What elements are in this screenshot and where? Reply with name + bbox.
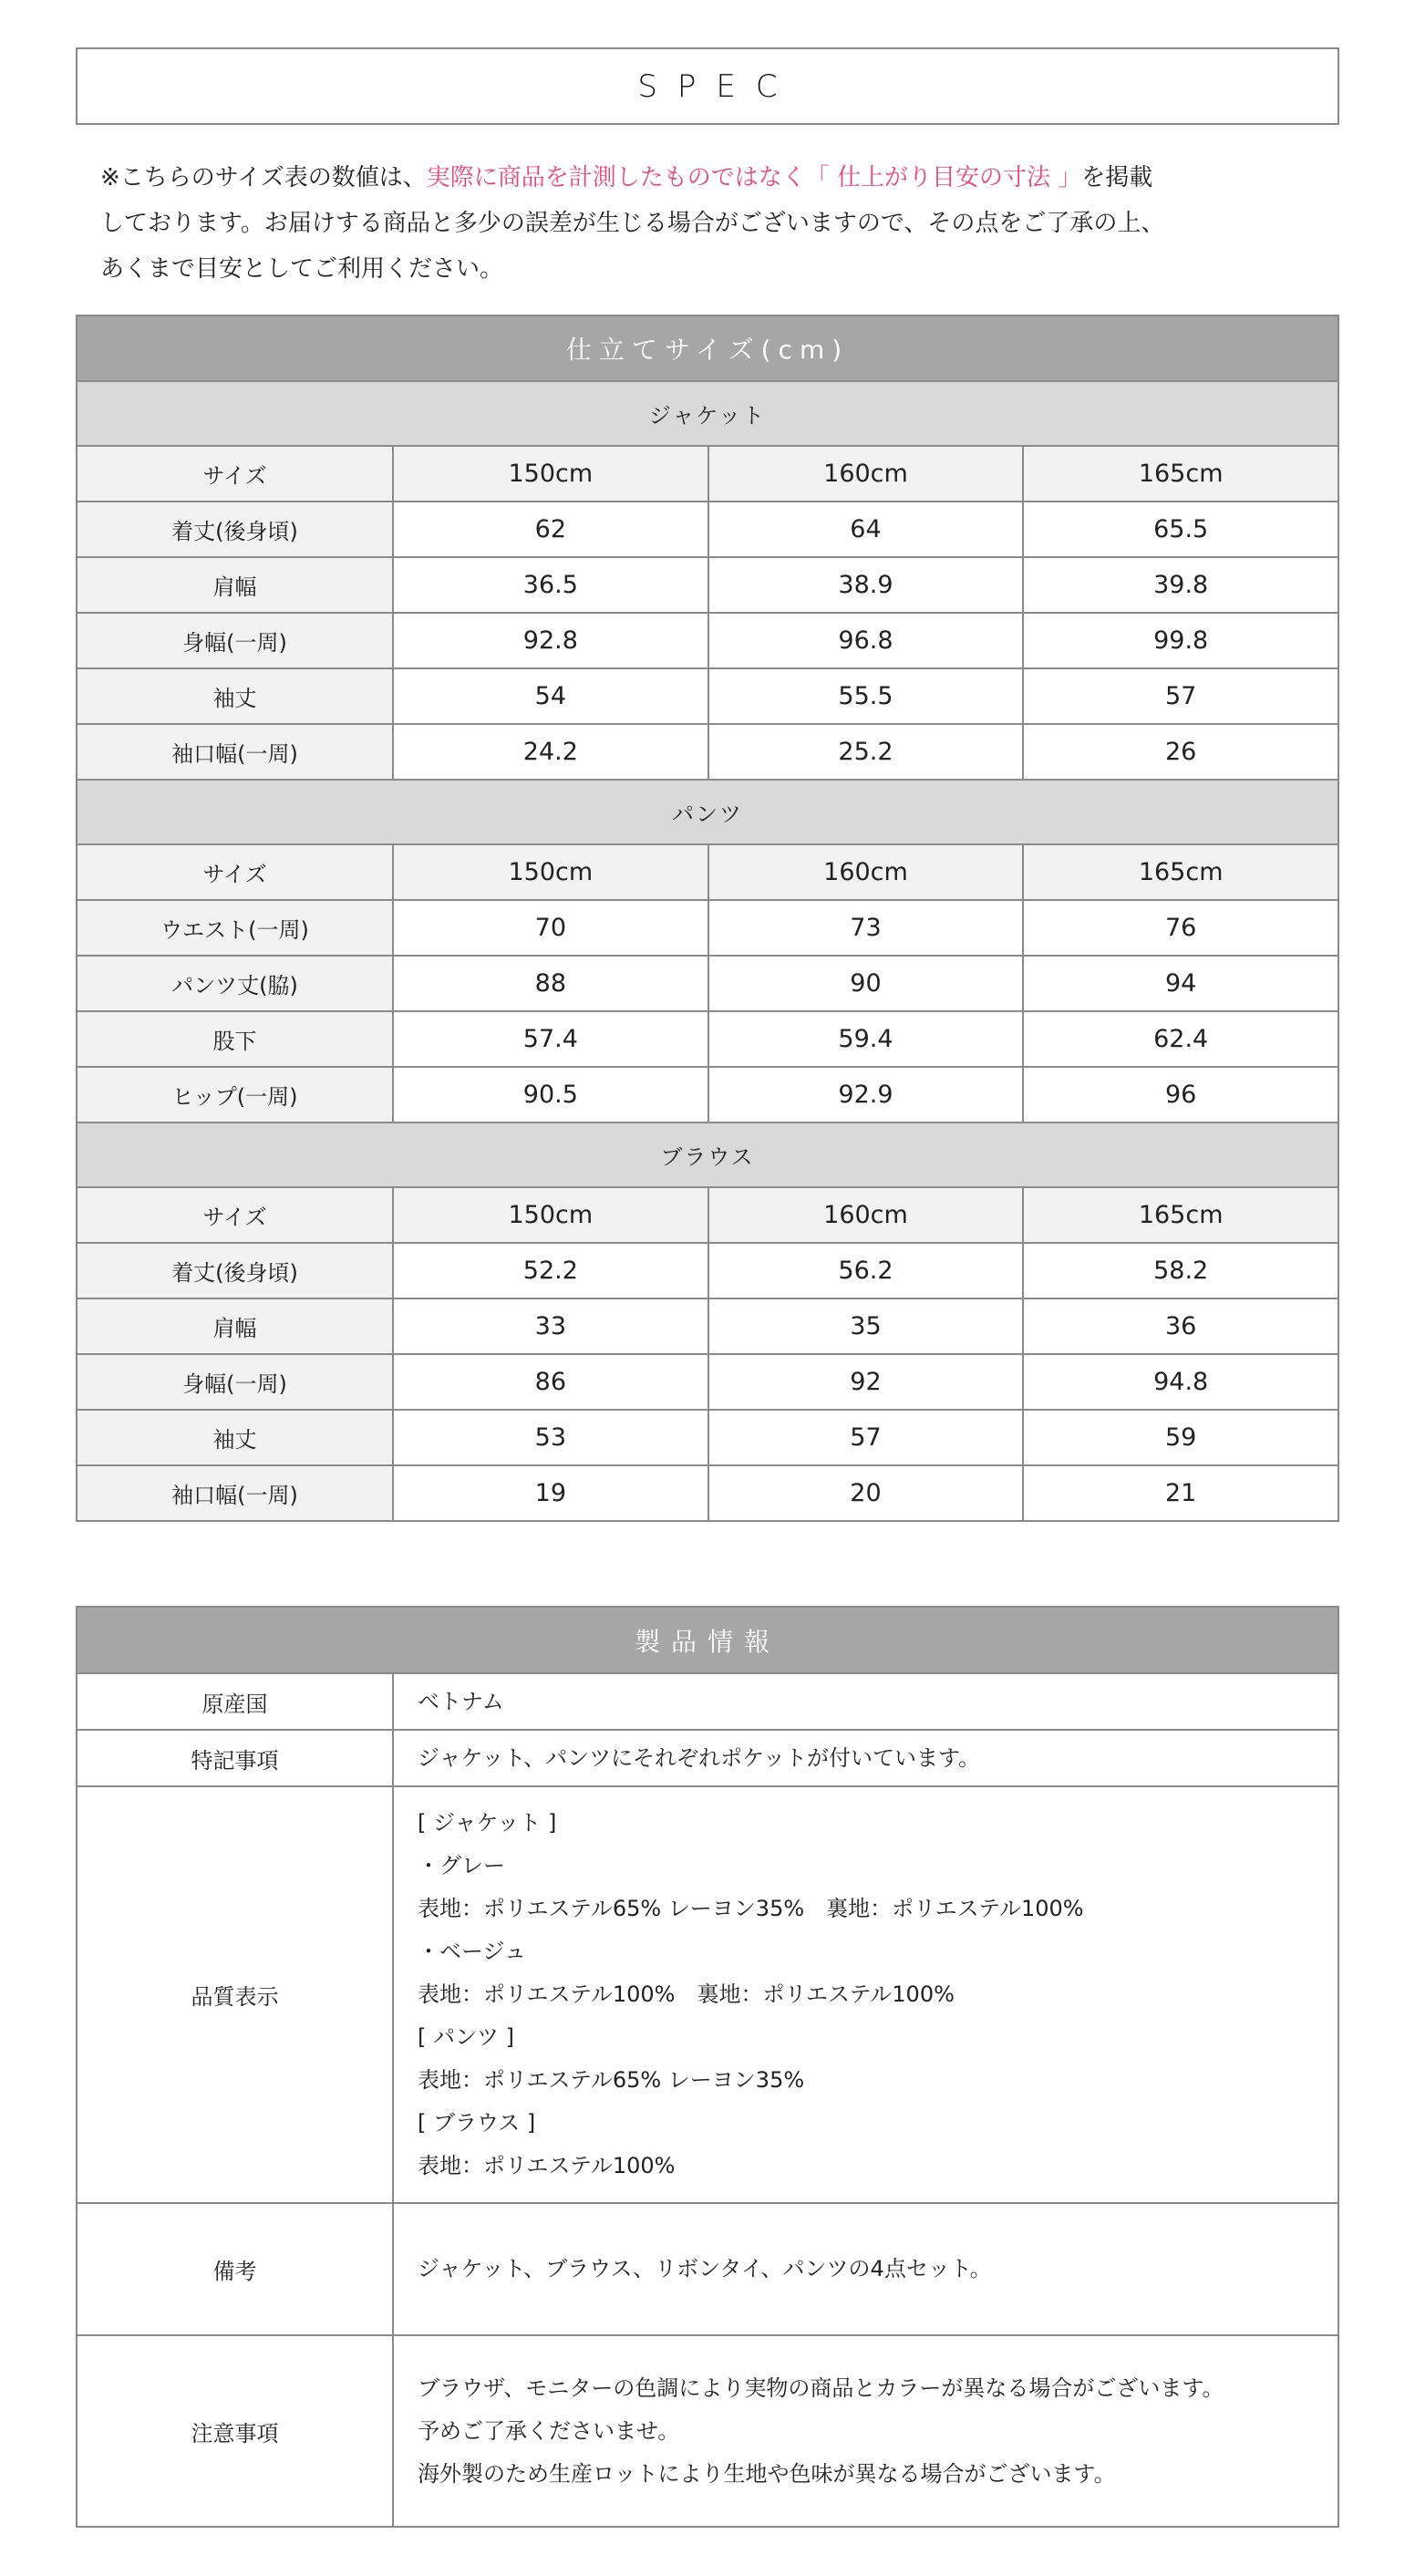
cell: 94 xyxy=(1023,956,1338,1011)
cell: 53 xyxy=(393,1410,708,1465)
value-line: ブラウザ、モニターの色調により実物の商品とカラーが異なる場合がございます。 xyxy=(418,2374,1224,2401)
product-info-table xyxy=(76,1606,1339,2528)
size-table-title: 仕立てサイズ(cm) xyxy=(77,316,1338,381)
header-cell: 160cm xyxy=(708,1187,1024,1243)
spec-title: SPEC xyxy=(637,67,798,105)
value-line: ベトナム xyxy=(418,1688,504,1714)
cell: 33 xyxy=(393,1298,708,1354)
cell: 57 xyxy=(1023,668,1338,724)
info-row-special-notes xyxy=(77,1730,1338,1786)
info-value xyxy=(393,1730,1338,1786)
info-label: 品質表示 xyxy=(77,1786,393,2203)
notice-highlight: 実際に商品を計測したものではなく「 仕上がり目安の寸法 」 xyxy=(426,164,1082,191)
cell: 76 xyxy=(1023,900,1338,956)
row-label: 着丈(後身頃) xyxy=(77,502,393,557)
header-cell: 165cm xyxy=(1023,844,1338,900)
value-line: ・グレー xyxy=(418,1853,505,1878)
cell: 96.8 xyxy=(708,613,1024,668)
header-cell: サイズ xyxy=(77,844,393,900)
row-label: 着丈(後身頃) xyxy=(77,1243,393,1298)
table-row xyxy=(77,956,1338,1011)
row-label: 袖口幅(一周) xyxy=(77,724,393,780)
row-label: 身幅(一周) xyxy=(77,1354,393,1410)
table-row xyxy=(77,1243,1338,1298)
value-line: [ ブラウス ] xyxy=(418,2110,536,2136)
info-label: 備考 xyxy=(77,2203,393,2335)
cell: 52.2 xyxy=(393,1243,708,1298)
cell: 20 xyxy=(708,1465,1024,1521)
value-line: 海外製のため生産ロットにより生地や色味が異なる場合がございます。 xyxy=(418,2460,1116,2487)
cell: 92.9 xyxy=(708,1067,1024,1122)
cell: 62 xyxy=(393,502,708,557)
table-header-row xyxy=(77,1187,1338,1243)
row-label: 袖丈 xyxy=(77,668,393,724)
value-line: 表地：ポリエステル65% レーヨン35% 裏地：ポリエステル100% xyxy=(418,1896,1084,1921)
cell: 54 xyxy=(393,668,708,724)
notice-line-2: しております。お届けする商品と多少の誤差が生じる場合がございますので、その点をご了承の上、 xyxy=(100,210,1165,237)
value-line: ジャケット、ブラウス、リボンタイ、パンツの4点セット。 xyxy=(418,2256,992,2281)
info-label: 注意事項 xyxy=(77,2335,393,2527)
info-label: 特記事項 xyxy=(77,1730,393,1786)
info-value xyxy=(393,2203,1338,2335)
value-line: 予めご了承くださいませ。 xyxy=(418,2417,680,2444)
cell: 73 xyxy=(708,900,1024,956)
cell: 86 xyxy=(393,1354,708,1410)
cell: 57 xyxy=(708,1410,1024,1465)
cell: 36 xyxy=(1023,1298,1338,1354)
header-cell: 150cm xyxy=(393,446,708,502)
product-info-title: 製品情報 xyxy=(77,1607,1338,1673)
table-row xyxy=(77,1298,1338,1354)
info-row-remarks xyxy=(77,2203,1338,2335)
row-label: 肩幅 xyxy=(77,1298,393,1354)
table-row xyxy=(77,613,1338,668)
cell: 99.8 xyxy=(1023,613,1338,668)
cell: 24.2 xyxy=(393,724,708,780)
cell: 96 xyxy=(1023,1067,1338,1122)
header-cell: サイズ xyxy=(77,1187,393,1243)
section-pants: パンツ xyxy=(77,780,1338,844)
table-row xyxy=(77,557,1338,613)
table-row xyxy=(77,668,1338,724)
cell: 64 xyxy=(708,502,1024,557)
section-jacket: ジャケット xyxy=(77,381,1338,446)
value-line: [ パンツ ] xyxy=(418,2024,514,2050)
cell: 59.4 xyxy=(708,1011,1024,1067)
table-row xyxy=(77,1465,1338,1521)
cell: 90 xyxy=(708,956,1024,1011)
header-cell: 165cm xyxy=(1023,1187,1338,1243)
cell: 88 xyxy=(393,956,708,1011)
info-value xyxy=(393,1786,1338,2203)
cell: 36.5 xyxy=(393,557,708,613)
cell: 92 xyxy=(708,1354,1024,1410)
row-label: 股下 xyxy=(77,1011,393,1067)
section-blouse: ブラウス xyxy=(77,1122,1338,1187)
cell: 94.8 xyxy=(1023,1354,1338,1410)
cell: 59 xyxy=(1023,1410,1338,1465)
value-line: 表地：ポリエステル100% xyxy=(418,2153,676,2178)
info-row-quality-label xyxy=(77,1786,1338,2203)
cell: 62.4 xyxy=(1023,1011,1338,1067)
row-label: ヒップ(一周) xyxy=(77,1067,393,1122)
cell: 92.8 xyxy=(393,613,708,668)
info-value xyxy=(393,2335,1338,2527)
table-row xyxy=(77,1067,1338,1122)
info-row-cautions xyxy=(77,2335,1338,2527)
notice-line-3: あくまで目安としてご利用ください。 xyxy=(100,255,504,283)
header-cell: 150cm xyxy=(393,1187,708,1243)
table-row xyxy=(77,1354,1338,1410)
row-label: 身幅(一周) xyxy=(77,613,393,668)
cell: 35 xyxy=(708,1298,1024,1354)
table-row xyxy=(77,900,1338,956)
cell: 90.5 xyxy=(393,1067,708,1122)
spec-header-box xyxy=(76,47,1339,125)
value-line: [ ジャケット ] xyxy=(418,1810,557,1836)
value-line: 表地：ポリエステル100% 裏地：ポリエステル100% xyxy=(418,1981,955,2007)
cell: 55.5 xyxy=(708,668,1024,724)
notice-suffix: を掲載 xyxy=(1081,164,1153,191)
cell: 57.4 xyxy=(393,1011,708,1067)
cell: 26 xyxy=(1023,724,1338,780)
table-header-row xyxy=(77,446,1338,502)
table-row xyxy=(77,724,1338,780)
row-label: 袖口幅(一周) xyxy=(77,1465,393,1521)
value-line: ・ベージュ xyxy=(418,1939,527,1964)
cell: 19 xyxy=(393,1465,708,1521)
table-row xyxy=(77,502,1338,557)
cell: 38.9 xyxy=(708,557,1024,613)
value-line: ジャケット、パンツにそれぞれポケットが付いています。 xyxy=(418,1744,981,1771)
size-table xyxy=(76,315,1339,1522)
row-label: パンツ丈(脇) xyxy=(77,956,393,1011)
table-row xyxy=(77,1410,1338,1465)
cell: 65.5 xyxy=(1023,502,1338,557)
cell: 58.2 xyxy=(1023,1243,1338,1298)
info-label: 原産国 xyxy=(77,1673,393,1730)
cell: 21 xyxy=(1023,1465,1338,1521)
cell: 25.2 xyxy=(708,724,1024,780)
table-row xyxy=(77,1011,1338,1067)
header-cell: 165cm xyxy=(1023,446,1338,502)
value-line: 表地：ポリエステル65% レーヨン35% xyxy=(418,2067,805,2093)
info-value xyxy=(393,1673,1338,1730)
info-row-origin xyxy=(77,1673,1338,1730)
header-cell: 150cm xyxy=(393,844,708,900)
row-label: ウエスト(一周) xyxy=(77,900,393,956)
cell: 39.8 xyxy=(1023,557,1338,613)
table-header-row xyxy=(77,844,1338,900)
notice-prefix: ※こちらのサイズ表の数値は、 xyxy=(100,164,427,191)
cell: 56.2 xyxy=(708,1243,1024,1298)
row-label: 袖丈 xyxy=(77,1410,393,1465)
header-cell: 160cm xyxy=(708,446,1024,502)
header-cell: サイズ xyxy=(77,446,393,502)
size-notice xyxy=(100,155,1340,292)
header-cell: 160cm xyxy=(708,844,1024,900)
row-label: 肩幅 xyxy=(77,557,393,613)
cell: 70 xyxy=(393,900,708,956)
